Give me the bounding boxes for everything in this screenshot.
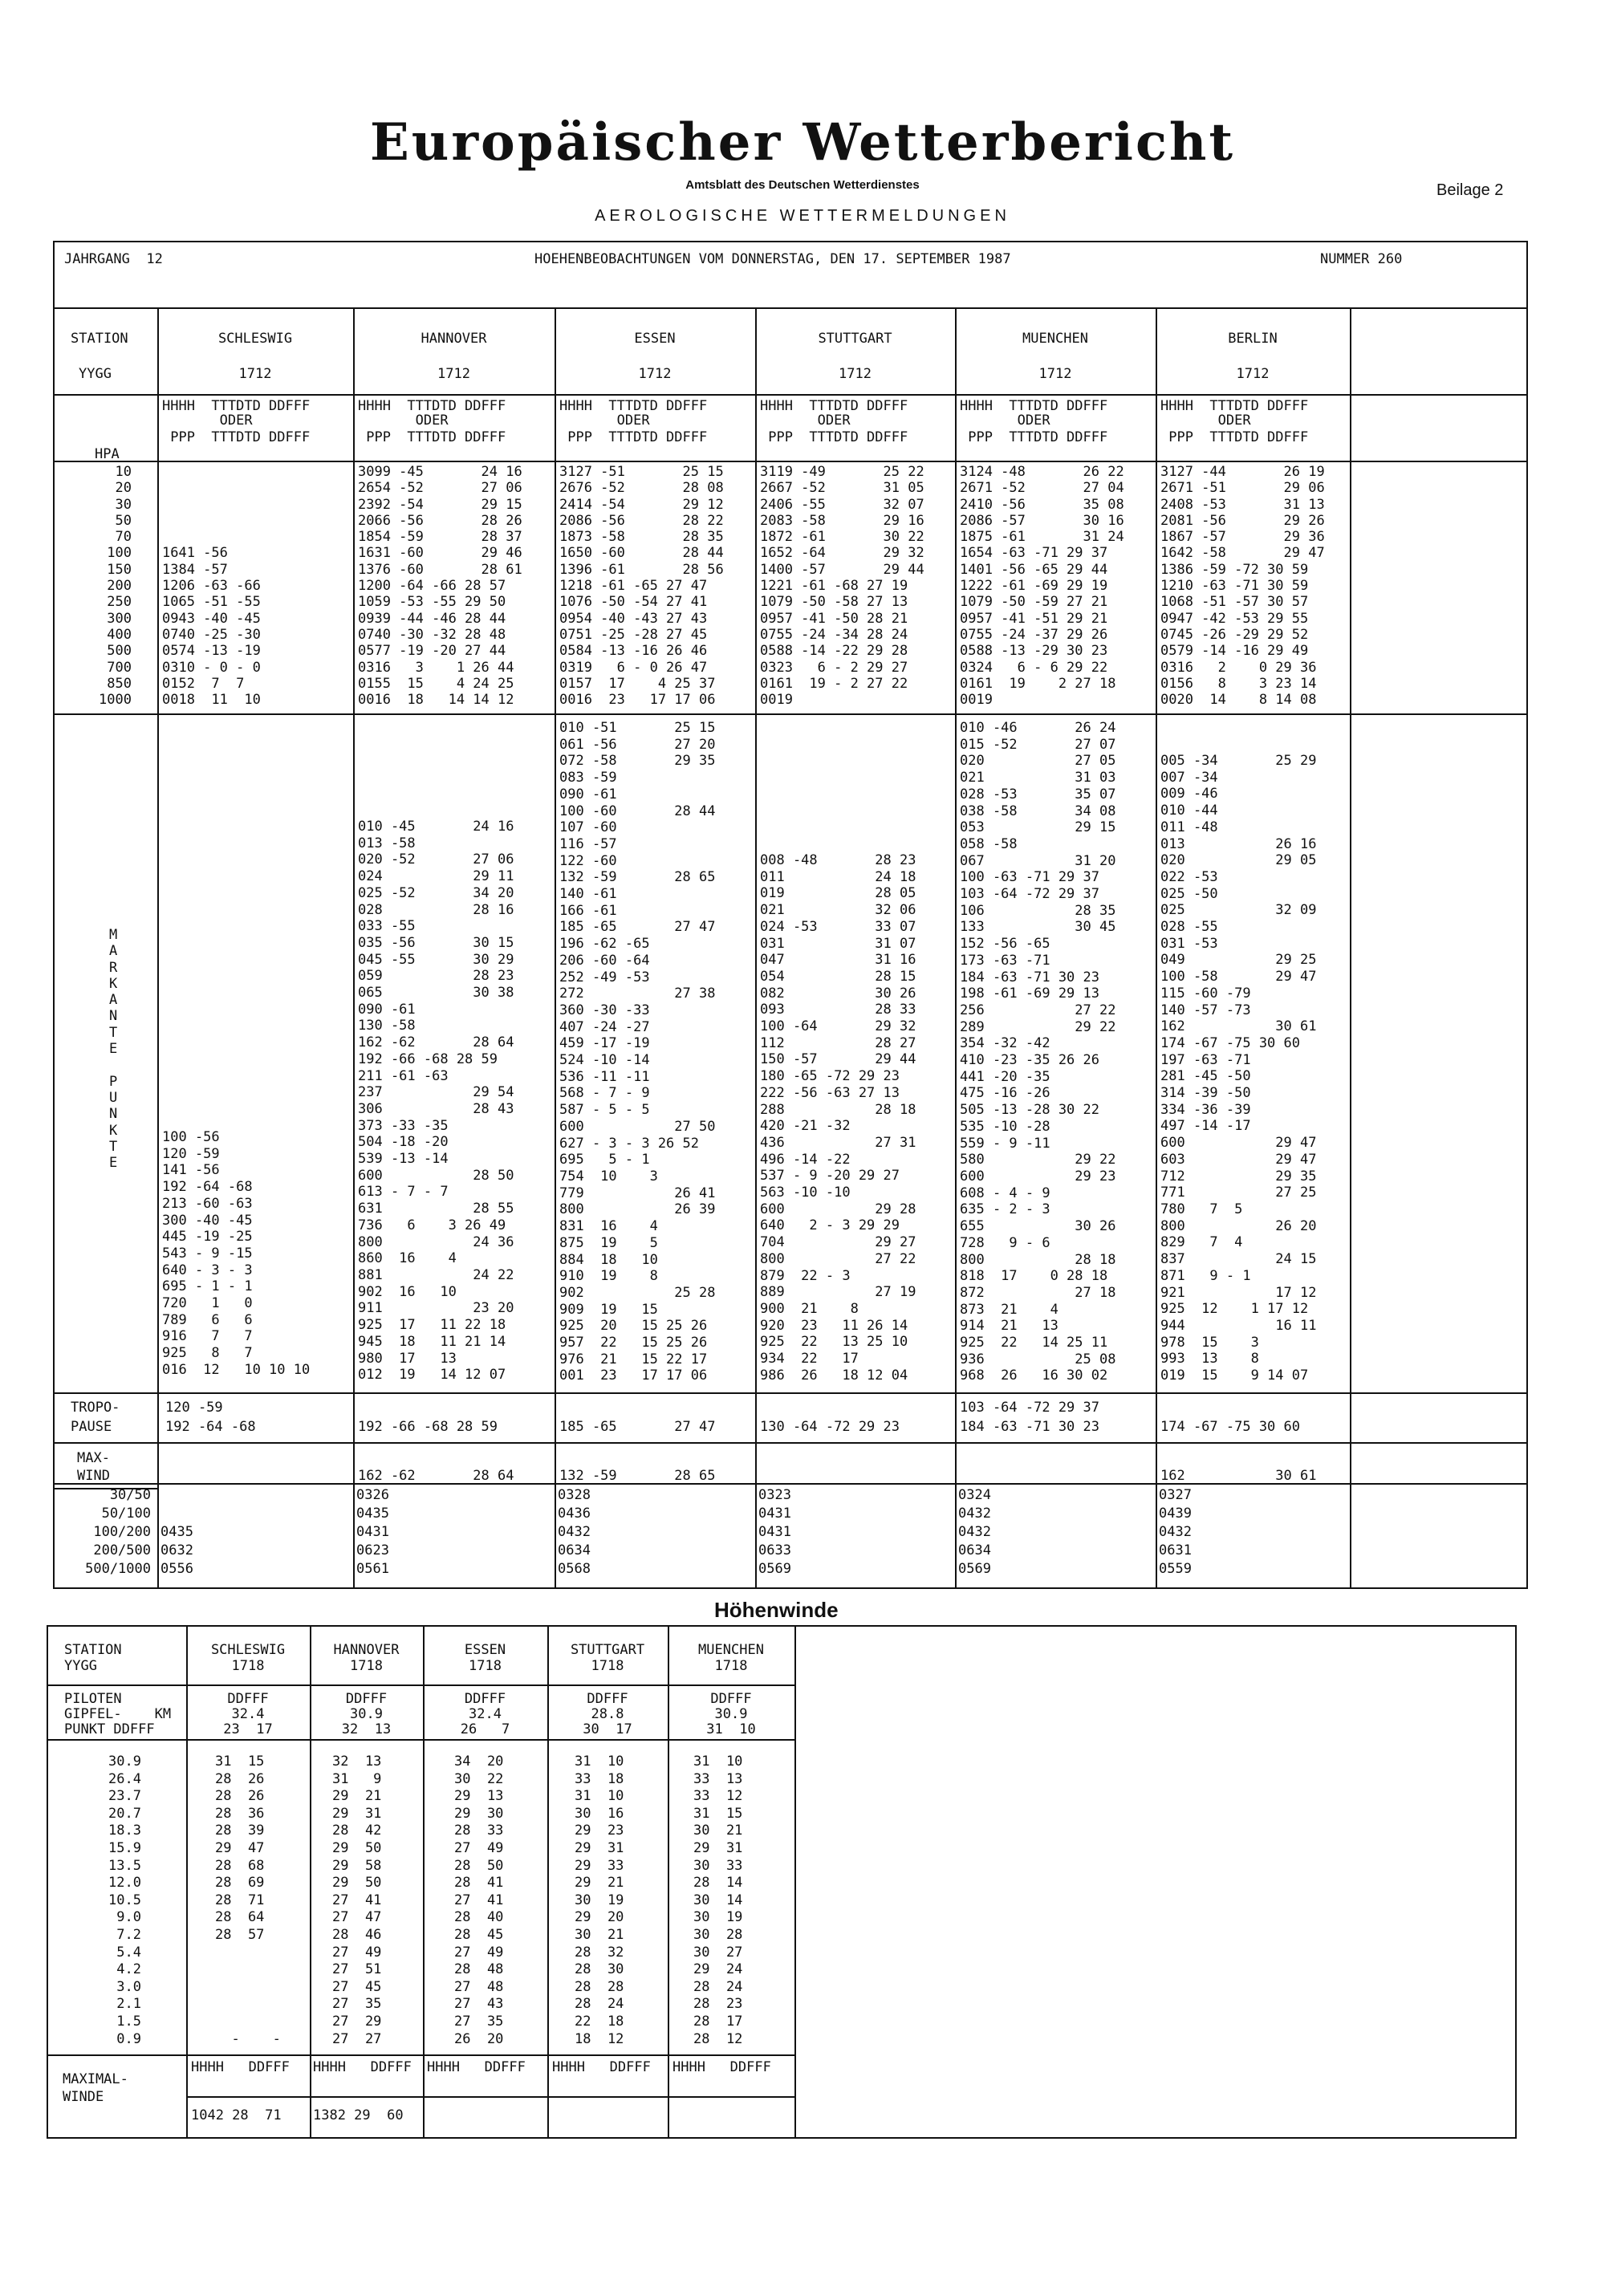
station-yygg: 1712 (839, 366, 872, 382)
hw-values: 31 15 28 26 28 26 28 36 28 39 29 47 28 68 28 69 28 71 28 64 28 57 - - (215, 1753, 281, 2047)
column-heading-1: HHHH TTTDTD DDFFF (559, 398, 708, 414)
subtitle: Amtsblatt des Deutschen Wetterdienstes (685, 178, 920, 192)
tropopause-data: 103 -64 -72 29 37 184 -63 -71 30 23 (960, 1400, 1099, 1435)
hoehenwinde-title: Höhenwinde (714, 1598, 839, 1622)
station-name: ESSEN (634, 331, 676, 347)
station-name: SCHLESWIG (217, 331, 293, 347)
tropopause-data: 185 -65 27 47 (559, 1419, 716, 1435)
station-yygg: 1712 (238, 366, 272, 382)
hw-station: SCHLESWIG 1718 (210, 1642, 286, 1674)
station-name: BERLIN (1228, 331, 1278, 347)
station-yygg: 1712 (437, 366, 470, 382)
jahrgang: JAHRGANG 12 (64, 251, 163, 267)
standard-levels-data: 3124 -48 26 22 2671 -52 27 04 2410 -56 35 08 2086 -57 30 16 1875 -61 31 24 1654 -63 -71 29 37 1401 -56 -65 29 44 1222 -61 -69 29 19 1079 -50 -59 27 21 0957 -41 -51 29 21 0755 -24 -37 29 26 0588 -13 -29 30 23 0324 6 - 6 29 22 0161 19 2 27 18 0019 (960, 464, 1124, 709)
layer-data: 0324 0432 0432 0634 0569 (958, 1487, 991, 1577)
max-head: HHHH DDFFF (191, 2059, 290, 2075)
column-heading-1: HHHH TTTDTD DDFFF (960, 398, 1108, 414)
significant-points-data: 010 -51 25 15 061 -56 27 20 072 -58 29 35 083 -59 090 -61 100 -60 28 44 107 -60 116 -57 122 -60 132 -59 28 65 140 -61 166 -61 185 -65 27 47 196 -62 -65 206 -60 -64 252 -49 -53 272 27 38 360 -30 -33 407 -24 -27 459 -17 -19 524 -10 -14 536 -11 -11 568 - 7 - 9 587 - 5 - 5 600 27 50 627 - 3 - 3 26 52 695 5 - 1 754 10 3 779 26 41 800 26 39 831 16 4 875 19 5 884 18 10 910 19 8 902 25 28 909 19 15 925 20 15 25 26 957 22 15 25 26 976 21 15 22 17 001 23 17 17 06 (559, 720, 716, 1384)
column-heading-3: PPP TTTDTD DDFFF (960, 429, 1108, 445)
significant-points-data: 005 -34 25 29 007 -34 009 -46 010 -44 011 -48 013 26 16 020 29 05 022 -53 025 -50 025 32 09 028 -55 031 -53 049 29 25 100 -58 29 47 115 -60 -79 140 -57 -73 162 30 61 174 -67 -75 30 60 197 -63 -71 281 -45 -50 314 -39 -50 334 -36 -39 497 -14 -17 600 29 47 603 29 47 712 29 35 771 27 25 780 7 5 800 26 20 829 7 4 837 24 15 871 9 - 1 921 17 12 925 12 1 17 12 944 16 11 978 15 3 993 13 8 019 15 9 14 07 (1160, 753, 1317, 1384)
significant-points-data: 008 -48 28 23 011 24 18 019 28 05 021 32 06 024 -53 33 07 031 31 07 047 31 16 054 28 15 082 30 26 093 28 33 100 -64 29 32 112 28 27 150 -57 29 44 180 -65 -72 29 23 222 -56 -63 27 13 288 28 18 420 -21 -32 436 27 31 496 -14 -22 537 - 9 -20 29 27 563 -10 -10 600 29 28 640 2 - 3 29 29 704 29 27 800 27 22 879 22 - 3 889 27 19 900 21 8 920 23 11 26 14 925 22 13 25 10 934 22 17 986 26 18 12 04 (760, 852, 916, 1384)
piloten-label: PILOTEN GIPFEL- KM PUNKT DDFFF (64, 1691, 172, 1737)
station-yygg: 1712 (638, 366, 672, 382)
observation-date: HOEHENBEOBACHTUNGEN VOM DONNERSTAG, DEN 17. SEPTEMBER 1987 (534, 251, 1011, 267)
station-label: STATION (71, 331, 128, 347)
layer-labels: 30/50 50/100 100/200 200/500 500/1000 (85, 1487, 151, 1577)
max-head: HHHH DDFFF (672, 2059, 771, 2075)
piloten-data: DDFFF 30.9 31 10 (706, 1691, 756, 1737)
station-name: HANNOVER (421, 331, 487, 347)
max-head: HHHH DDFFF (552, 2059, 651, 2075)
hw-values: 31 10 33 18 31 10 30 16 29 23 29 31 29 33 29 21 30 19 29 20 30 21 28 32 28 30 28 28 28 24 22 18 18 12 (575, 1753, 624, 2047)
piloten-data: DDFFF 32.4 26 7 (460, 1691, 510, 1737)
station-name: STUTTGART (818, 331, 892, 347)
standard-levels-data: 3127 -44 26 19 2671 -51 29 06 2408 -53 31 13 2081 -56 29 26 1867 -57 29 36 1642 -58 29 47 1386 -59 -72 30 59 1210 -63 -71 30 59 1068 -51 -57 30 57 0947 -42 -53 29 55 0745 -26 -29 29 52 0579 -14 -16 29 49 0316 2 0 29 36 0156 8 3 23 14 0020 14 8 14 08 (1160, 464, 1325, 709)
piloten-data: DDFFF 28.8 30 17 (583, 1691, 632, 1737)
hw-values: 32 13 31 9 29 21 29 31 28 42 29 50 29 58 29 50 27 41 27 47 28 46 27 49 27 51 27 45 27 35 27 29 27 27 (332, 1753, 382, 2047)
column-heading-2: ODER (162, 412, 253, 429)
layer-data: 0323 0431 0431 0633 0569 (758, 1487, 791, 1577)
hw-station: STUTTGART 1718 (570, 1642, 645, 1674)
max-head: HHHH DDFFF (313, 2059, 412, 2075)
tropopause-data: 192 -66 -68 28 59 (358, 1419, 498, 1435)
column-heading-1: HHHH TTTDTD DDFFF (358, 398, 506, 414)
page-title: Europäischer Wetterbericht (370, 112, 1235, 173)
column-heading-2: ODER (760, 412, 851, 429)
maxwind-data: 132 -59 28 65 (559, 1468, 716, 1484)
markante-punkte-label: M A R K A N T E P U N K T E (109, 927, 118, 1172)
column-heading-2: ODER (559, 412, 650, 429)
yygg-label: YYGG (79, 366, 112, 382)
section-title: AEROLOGISCHE WETTERMELDUNGEN (595, 207, 1010, 225)
column-heading-3: PPP TTTDTD DDFFF (1160, 429, 1309, 445)
tropopause-data: 130 -64 -72 29 23 (760, 1419, 900, 1435)
piloten-data: DDFFF 30.9 32 13 (341, 1691, 392, 1737)
standard-levels-data: 1641 -56 1384 -57 1206 -63 -66 1065 -51 -55 0943 -40 -45 0740 -25 -30 0574 -13 -19 0310 - 0 - 0 0152 7 7 0018 11 10 (162, 545, 261, 709)
hw-values: 34 20 30 22 29 13 29 30 28 33 27 49 28 50 28 41 27 41 28 40 28 45 27 49 28 48 27 48 27 43 27 35 26 20 (454, 1753, 504, 2047)
column-heading-3: PPP TTTDTD DDFFF (559, 429, 708, 445)
column-heading-2: ODER (960, 412, 1050, 429)
maxwind-label: MAX- WIND (77, 1450, 110, 1484)
significant-points-data: 100 -56 120 -59 141 -56 192 -64 -68 213 -60 -63 300 -40 -45 445 -19 -25 543 - 9 -15 640 - 3 - 3 695 - 1 - 1 720 1 0 789 6 6 916 7 7 925 8 7 016 12 10 10 10 (162, 1129, 311, 1378)
pressure-levels: 10 20 30 50 70 100 150 200 250 300 400 500 700 850 1000 (99, 464, 132, 709)
column-heading-3: PPP TTTDTD DDFFF (760, 429, 908, 445)
standard-levels-data: 3119 -49 25 22 2667 -52 31 05 2406 -55 32 07 2083 -58 29 16 1872 -61 30 22 1652 -64 29 32 1400 -57 29 44 1221 -61 -68 27 19 1079 -50 -58 27 13 0957 -41 -50 28 21 0755 -24 -34 28 24 0588 -14 -22 29 28 0323 6 - 2 29 27 0161 19 - 2 27 22 0019 (760, 464, 924, 709)
column-heading-3: PPP TTTDTD DDFFF (162, 429, 311, 445)
piloten-data: DDFFF 32.4 23 17 (223, 1691, 273, 1737)
hw-values: 31 10 33 13 33 12 31 15 30 21 29 31 30 33 28 14 30 14 30 19 30 28 30 27 29 24 28 24 28 23 28 17 28 12 (693, 1753, 743, 2047)
layer-data: 0435 0632 0556 (160, 1524, 193, 1577)
hw-station-label: STATION YYGG (64, 1642, 122, 1674)
layer-data: 0327 0439 0432 0631 0559 (1159, 1487, 1192, 1577)
standard-levels-data: 3127 -51 25 15 2676 -52 28 08 2414 -54 29 12 2086 -56 28 22 1873 -58 28 35 1650 -60 28 44 1396 -61 28 56 1218 -61 -65 27 47 1076 -50 -54 27 41 0954 -40 -43 27 43 0751 -25 -28 27 45 0584 -13 -16 26 46 0319 6 - 0 26 47 0157 17 4 25 37 0016 23 17 17 06 (559, 464, 724, 709)
column-heading-1: HHHH TTTDTD DDFFF (1160, 398, 1309, 414)
beilage-label: Beilage 2 (1436, 181, 1504, 199)
maxwind-data: 162 -62 28 64 (358, 1468, 514, 1484)
max-value: 1042 28 71 (191, 2107, 282, 2123)
significant-points-data: 010 -46 26 24 015 -52 27 07 020 27 05 021 31 03 028 -53 35 07 038 -58 34 08 053 29 15 058 -58 067 31 20 100 -63 -71 29 37 103 -64 -72 29 37 106 28 35 133 30 45 152 -56 -65 173 -63 -71 184 -63 -71 30 23 198 -61 -69 29 13 256 27 22 289 29 22 354 -32 -42 410 -23 -35 26 26 441 -20 -35 475 -16 -26 505 -13 -28 30 22 535 -10 -28 559 - 9 -11 580 29 22 600 29 23 608 - 4 - 9 635 - 2 - 3 655 30 26 728 9 - 6 800 28 18 818 17 0 28 18 872 27 18 873 21 4 914 21 13 925 22 14 25 11 936 25 08 968 26 16 30 02 (960, 720, 1116, 1384)
maximal-winde-label: MAXIMAL- WINDE (63, 2071, 128, 2105)
significant-points-data: 010 -45 24 16 013 -58 020 -52 27 06 024 29 11 025 -52 34 20 028 28 16 033 -55 035 -56 30 15 045 -55 30 29 059 28 23 065 30 38 090 -61 130 -58 162 -62 28 64 192 -66 -68 28 59 211 -61 -63 237 29 54 306 28 43 373 -33 -35 504 -18 -20 539 -13 -14 600 28 50 613 - 7 - 7 631 28 55 736 6 3 26 49 800 24 36 860 16 4 881 24 22 902 16 10 911 23 20 925 17 11 22 18 945 18 11 21 14 980 17 13 012 19 14 12 07 (358, 819, 514, 1384)
station-yygg: 1712 (1236, 366, 1270, 382)
tropopause-label: TROPO- PAUSE (71, 1400, 120, 1435)
station-name: MUENCHEN (1022, 331, 1088, 347)
nummer: NUMMER 260 (1320, 251, 1403, 267)
standard-levels-data: 3099 -45 24 16 2654 -52 27 06 2392 -54 29 15 2066 -56 28 26 1854 -59 28 37 1631 -60 29 46 1376 -60 28 61 1200 -64 -66 28 57 1059 -53 -55 29 50 0939 -44 -46 28 44 0740 -30 -32 28 48 0577 -19 -20 27 44 0316 3 1 26 44 0155 15 4 24 25 0016 18 14 14 12 (358, 464, 522, 709)
max-head: HHHH DDFFF (427, 2059, 526, 2075)
tropopause-data: 174 -67 -75 30 60 (1160, 1419, 1300, 1435)
maxwind-data: 162 30 61 (1160, 1468, 1317, 1484)
hpa-label: HPA (95, 446, 120, 462)
hw-station: HANNOVER 1718 (333, 1642, 400, 1674)
layer-data: 0328 0436 0432 0634 0568 (558, 1487, 591, 1577)
max-value: 1382 29 60 (313, 2107, 404, 2123)
column-heading-2: ODER (358, 412, 449, 429)
column-heading-2: ODER (1160, 412, 1251, 429)
layer-data: 0326 0435 0431 0623 0561 (356, 1487, 389, 1577)
hw-station: ESSEN 1718 (464, 1642, 506, 1674)
column-heading-1: HHHH TTTDTD DDFFF (162, 398, 311, 414)
column-heading-3: PPP TTTDTD DDFFF (358, 429, 506, 445)
column-heading-1: HHHH TTTDTD DDFFF (760, 398, 908, 414)
station-yygg: 1712 (1038, 366, 1072, 382)
hw-station: MUENCHEN 1718 (698, 1642, 764, 1674)
hw-levels: 30.9 26.4 23.7 20.7 18.3 15.9 13.5 12.0 10.5 9.0 7.2 5.4 4.2 3.0 2.1 1.5 0.9 (108, 1753, 141, 2047)
tropopause-data: 120 -59 192 -64 -68 (165, 1400, 256, 1435)
